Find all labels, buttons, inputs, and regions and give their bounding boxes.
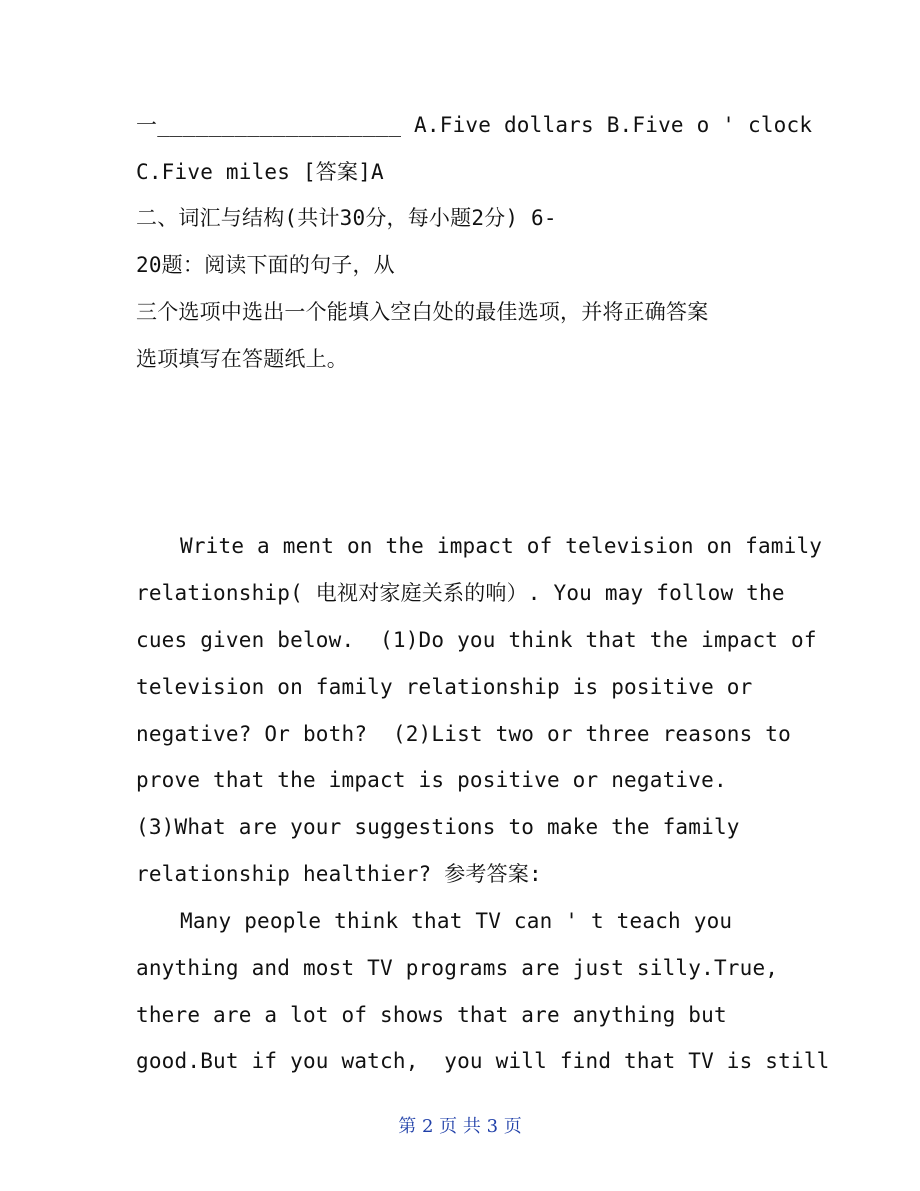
- text-line: 三个选项中选出一个能填入空白处的最佳选项，并将正确答案: [136, 300, 709, 324]
- text-line: 二、词汇与结构(共计30分，每小题2分) 6-: [136, 206, 557, 230]
- text-line: television on family relationship is positive or: [136, 675, 753, 699]
- page-number-footer: 第 2 页 共 3 页: [398, 1116, 522, 1137]
- text-line: anything and most TV programs are just silly.True,: [136, 956, 779, 980]
- text-line: 20题：阅读下面的句子，从: [136, 253, 395, 277]
- text-line: negative? Or both? (2)List two or three reasons to: [136, 722, 791, 746]
- text-line: (3)What are your suggestions to make the family: [136, 815, 740, 839]
- text-line: there are a lot of shows that are anything but: [136, 1003, 727, 1027]
- text-line: C.Five miles [答案]A: [136, 160, 384, 184]
- paragraph-first-line: Write a ment on the impact of television on family: [180, 534, 823, 558]
- text-line: prove that the impact is positive or negative.: [136, 768, 727, 792]
- text-line: 一___________________ A.Five dollars B.Five o ' clock: [136, 113, 813, 137]
- text-line: 选项填写在答题纸上。: [136, 347, 348, 371]
- text-line: relationship healthier? 参考答案:: [136, 862, 542, 886]
- text-line: relationship( 电视对家庭关系的响）. You may follow the: [136, 581, 785, 605]
- text-line: good.But if you watch, you will find that TV is still: [136, 1049, 830, 1073]
- paragraph-first-line: Many people think that TV can ' t teach you: [180, 909, 733, 933]
- text-line: cues given below. (1)Do you think that the impact of: [136, 628, 817, 652]
